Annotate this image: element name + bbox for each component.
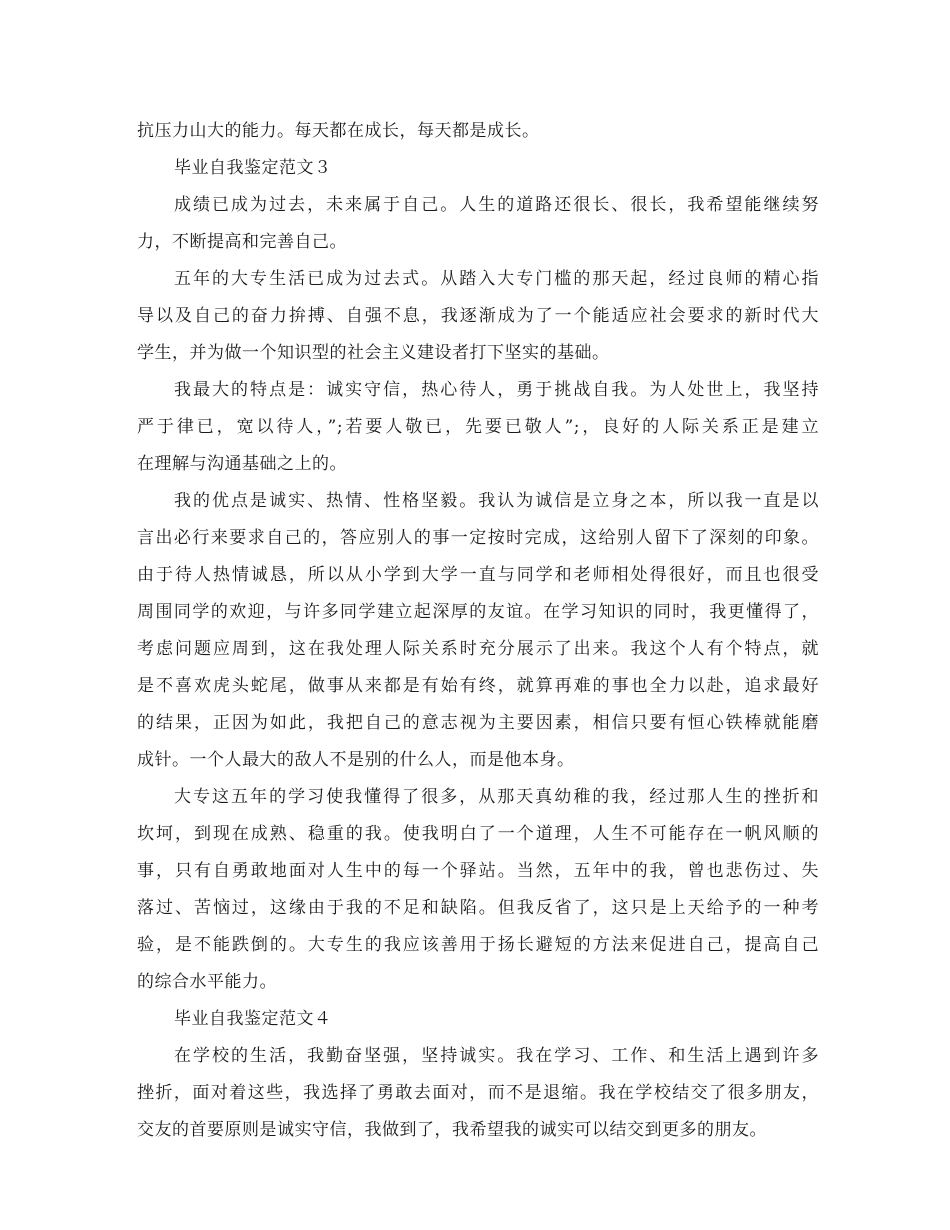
text-line: 周围同学的欢迎，与许多同学建立起深厚的友谊。在学习知识的同时，我更懂得了， [137, 602, 819, 622]
text-line: 毕业自我鉴定范文４ [174, 1009, 332, 1029]
text-line: 在学校的生活，我勤奋坚强，坚持诚实。我在学习、工作、和生活上遇到许多 [174, 1046, 819, 1066]
text-line: 严于律已，宽以待人，”;若要人敬已，先要已敬人”;，良好的人际关系正是建立 [137, 417, 819, 437]
text-line: 我最大的特点是：诚实守信，热心待人，勇于挑战自我。为人处世上，我坚持 [174, 380, 819, 400]
text-line: 成针。一个人最大的敌人不是别的什么人，而是他本身。 [137, 750, 575, 770]
text-line: 我的优点是诚实、热情、性格坚毅。我认为诚信是立身之本，所以我一直是以 [174, 491, 819, 511]
text-line: 言出必行来要求自己的，答应别人的事一定按时完成，这给别人留下了深刻的印象。 [137, 528, 819, 548]
text-line: 交友的首要原则是诚实守信，我做到了，我希望我的诚实可以结交到更多的朋友。 [137, 1120, 767, 1140]
text-line: 事，只有自勇敢地面对人生中的每一个驿站。当然，五年中的我，曾也悲伤过、失 [137, 861, 819, 881]
text-line: 力，不断提高和完善自己。 [137, 232, 347, 252]
document-page [137, 113, 819, 1149]
text-line: 抗压力山大的能力。每天都在成长，每天都是成长。 [137, 121, 540, 141]
text-line: 挫折，面对着这些，我选择了勇敢去面对，而不是退缩。我在学校结交了很多朋友， [137, 1083, 819, 1103]
text-line: 在理解与沟通基础之上的。 [137, 454, 347, 474]
text-line: 落过、苦恼过，这缘由于我的不足和缺陷。但我反省了，这只是上天给予的一种考 [137, 898, 819, 918]
text-line: 是不喜欢虎头蛇尾，做事从来都是有始有终，就算再难的事也全力以赴，追求最好 [137, 676, 819, 696]
text-line: 成绩已成为过去，未来属于自己。人生的道路还很长、很长，我希望能继续努 [174, 195, 819, 215]
text-line: 学生，并为做一个知识型的社会主义建设者打下坚实的基础。 [137, 343, 610, 363]
text-line: 毕业自我鉴定范文３ [174, 158, 332, 178]
text-line: 验，是不能跌倒的。大专生的我应该善用于扬长避短的方法来促进自己，提高自己 [137, 935, 819, 955]
text-line: 五年的大专生活已成为过去式。从踏入大专门槛的那天起，经过良师的精心指 [174, 269, 819, 289]
text-line: 考虑问题应周到，这在我处理人际关系时充分展示了出来。我这个人有个特点，就 [137, 639, 819, 659]
text-line: 的综合水平能力。 [137, 972, 277, 992]
text-line: 坎坷，到现在成熟、稳重的我。使我明白了一个道理，人生不可能存在一帆风顺的 [137, 824, 819, 844]
text-line: 导以及自己的奋力拚搏、自强不息，我逐渐成为了一个能适应社会要求的新时代大 [137, 306, 819, 326]
text-line: 由于待人热情诚恳，所以从小学到大学一直与同学和老师相处得很好，而且也很受 [137, 565, 819, 585]
text-line: 的结果，正因为如此，我把自己的意志视为主要因素，相信只要有恒心铁棒就能磨 [137, 713, 819, 733]
text-line: 大专这五年的学习使我懂得了很多，从那天真幼稚的我，经过那人生的挫折和 [174, 787, 819, 807]
